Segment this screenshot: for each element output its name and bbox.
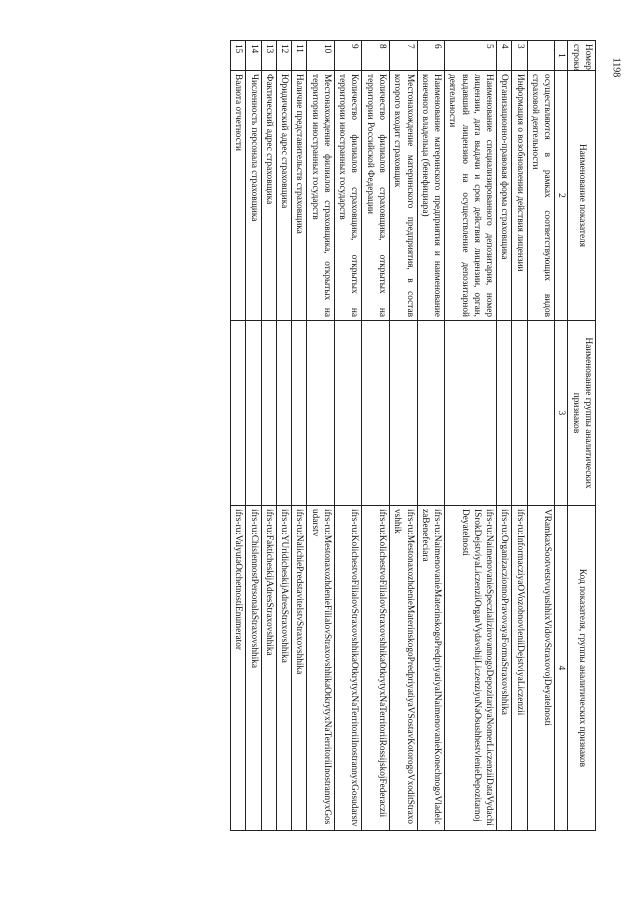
group-name — [261, 321, 276, 506]
row-number: 4 — [497, 41, 512, 71]
group-name — [334, 321, 362, 506]
indicator-code: ifrs-ru:NalichiePredstavitelstvStraxovshhika — [292, 506, 307, 831]
table-row — [497, 41, 512, 831]
row-number: 12 — [276, 41, 291, 71]
header-row-number: Номер строки — [568, 41, 596, 71]
group-name — [276, 321, 291, 506]
indicator-code: ifrs-ru:NaimenovanieSpeczializirovannogoDepozitariyaNomerLiczenziiDataVydachiISrokDejstviyaLiczenziiOrganVydavshijLiczenziyuNaOsushhestvlenieDepozitarnojDeyatelnosti — [445, 506, 497, 831]
table-row — [512, 41, 527, 831]
indicator-code: VRamkaxSootvetstvuyushhixVidovStraxovojDeyatelnosti — [527, 506, 555, 831]
table-header-row — [568, 41, 596, 831]
indicator-name: Фактический адрес страховщика — [261, 71, 276, 321]
row-number: 10 — [307, 41, 335, 71]
group-name — [292, 321, 307, 506]
header-indicator-name: Наименование показателя — [568, 71, 596, 321]
indicator-code: ifrs-ru:KolichestvoFilialovStraxovshhikaOtkrytyxNaTerritoriiInostrannyxGosudarstv — [334, 506, 362, 831]
indicator-code: ifrs-ru:NaimenovanieMaterinskogoPredpriyatiyaINaimenovanieKonechnogoVladelczaBenefeciara — [417, 506, 445, 831]
group-name — [246, 321, 261, 506]
group-name — [527, 321, 555, 506]
group-name — [417, 321, 445, 506]
table-row — [334, 41, 362, 831]
row-number: 8 — [362, 41, 390, 71]
table-row — [231, 41, 246, 831]
indicator-name: Валюта отчетности — [231, 71, 246, 321]
table-row — [276, 41, 291, 831]
column-number: 1 — [555, 41, 568, 71]
row-number: 13 — [261, 41, 276, 71]
group-name — [231, 321, 246, 506]
indicator-name: Численность персонала страховщика — [246, 71, 261, 321]
indicator-code: ifrs-ru:KolichestvoFilialovStraxovshhikaOtkrytyxNaTerritoriiRossijskojFederaczii — [362, 506, 390, 831]
indicator-name: Количество филиалов страховщика, открытых на территории иностранных государств — [334, 71, 362, 321]
group-name — [512, 321, 527, 506]
column-number-row — [555, 41, 568, 831]
group-name — [497, 321, 512, 506]
indicator-name: Наименование специализированного депозитария, номер лицензии, дата выдачи и срок действия лицензии, орган, выдавший лицензию на осуществление депозитарной деятельности — [445, 71, 497, 321]
group-name — [307, 321, 335, 506]
group-name — [362, 321, 390, 506]
table-row — [445, 41, 497, 831]
indicator-code: ifrs-ru:ValyutaOtchetnostiEnumerator — [231, 506, 246, 831]
table-row — [417, 41, 445, 831]
row-number: 15 — [231, 41, 246, 71]
table-body — [231, 41, 555, 831]
page-number: 1198 — [610, 57, 622, 78]
indicator-code: ifrs-ru:ChislennostPersonalaStraxovshhika — [246, 506, 261, 831]
table-row — [261, 41, 276, 831]
rotated-table-container — [86, 40, 596, 830]
table-row — [527, 41, 555, 831]
row-number: 9 — [334, 41, 362, 71]
indicator-name: Наличие представительств страховщика — [292, 71, 307, 321]
row-number: 7 — [390, 41, 418, 71]
column-number: 2 — [555, 71, 568, 321]
row-number — [527, 41, 555, 71]
indicator-name: Юридический адрес страховщика — [276, 71, 291, 321]
indicator-name: Информация о возобновлении действия лицензии — [512, 71, 527, 321]
row-number: 3 — [512, 41, 527, 71]
indicator-code: ifrs-ru:OrganizaczionnoPravovayaFormaStraxovshhika — [497, 506, 512, 831]
group-name — [390, 321, 418, 506]
table-row — [292, 41, 307, 831]
header-group-name: Наименование группы аналитических признаков — [568, 321, 596, 506]
indicator-code: ifrs-ru:MestonaxozhdenieFilialovStraxovshhikaOtkrytyxNaTerritoriiInostrannyxGosudarstv — [307, 506, 335, 831]
indicator-name: Наименование материнского предприятия и наименование конечного владельца (бенефициара) — [417, 71, 445, 321]
header-indicator-code: Код показателя, группы аналитических признаков — [568, 506, 596, 831]
indicator-name: осуществляются в рамках соответствующих видов страховой деятельности — [527, 71, 555, 321]
indicator-name: Организационно-правовая форма страховщика — [497, 71, 512, 321]
table-row — [307, 41, 335, 831]
group-name — [445, 321, 497, 506]
indicator-table — [230, 40, 596, 831]
indicator-code: ifrs-ru:InformacziyaOVozobnovleniiDejstviyaLiczenzii — [512, 506, 527, 831]
indicator-name: Местонахождение филиалов страховщика, открытых на территории иностранных государств — [307, 71, 335, 321]
indicator-name: Количество филиалов страховщика, открытых на территории Российской Федерации — [362, 71, 390, 321]
row-number: 11 — [292, 41, 307, 71]
table-row — [246, 41, 261, 831]
indicator-name: Местонахождение материнского предприятия, в состав которого входит страховщик — [390, 71, 418, 321]
row-number: 6 — [417, 41, 445, 71]
indicator-code: ifrs-ru:MestonaxozhdenieMaterinskogoPredpriyatiyaVSostavKotorogoVxoditStraxovshhik — [390, 506, 418, 831]
row-number: 14 — [246, 41, 261, 71]
indicator-code: ifrs-ru:FakticheskijAdresStraxovshhika — [261, 506, 276, 831]
table-row — [390, 41, 418, 831]
column-number: 3 — [555, 321, 568, 506]
row-number: 5 — [445, 41, 497, 71]
column-number: 4 — [555, 506, 568, 831]
table-row — [362, 41, 390, 831]
indicator-code: ifrs-ru:YUridicheskijAdresStraxovshhika — [276, 506, 291, 831]
